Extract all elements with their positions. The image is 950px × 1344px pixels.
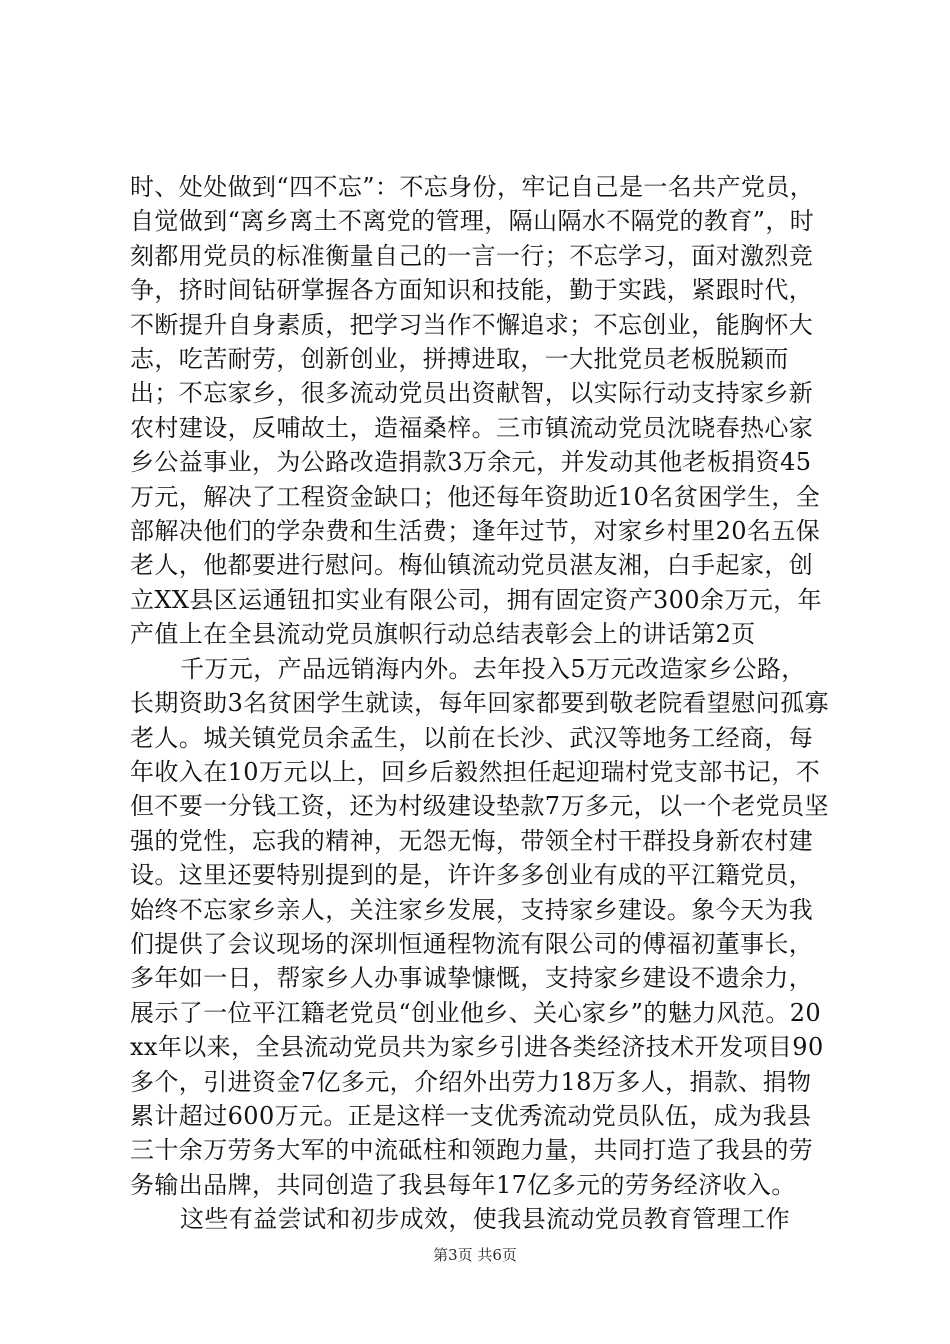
paragraph-2: 千万元，产品远销海内外。去年投入5万元改造家乡公路，长期资助3名贫困学生就读，每年回家都要到敬老院看望慰问孤寡老人。城关镇党员余孟生，以前在长沙、武汉等地务工经商，每年收入在10万元以上，回乡后毅然担任起迎瑞村党支部书记，不但不要一分钱工资，还为村级建设垫款7万多元，以一个老党员坚强的党性，忘我的精神，无怨无悔，带领全村干群投身新农村建设。这里还要特别提到的是，许许多多创业有成的平江籍党员，始终不忘家乡亲人，关注家乡发展，支持家乡建设。象今天为我们提供了会议现场的深圳恒通程物流有限公司的傅福初董事长，多年如一日，帮家乡人办事诚挚慷慨，支持家乡建设不遗余力，展示了一位平江籍老党员“创业他乡、关心家乡”的魅力风范。20xx年以来，全县流动党员共为家乡引进各类经济技术开发项目90多个，引进资金7亿多元，介绍外出劳力18万多人，捐款、捐物累计超过600万元。正是这样一支优秀流动党员队伍，成为我县三十余万劳务大军的中流砥柱和领跑力量，共同打造了我县的劳务输出品牌，共同创造了我县每年17亿多元的劳务经济收入。: [130, 654, 829, 1199]
paragraph-3: 这些有益尝试和初步成效，使我县流动党员教育管理工作: [180, 1205, 790, 1234]
document-body: [130, 170, 830, 1237]
paragraph-1: 时、处处做到“四不忘”：不忘身份，牢记自己是一名共产党员，自觉做到“离乡离土不离党的管理，隔山隔水不隔党的教育”，时刻都用党员的标准衡量自己的一言一行；不忘学习，面对激烈竞争，挤时间钻研掌握各方面知识和技能，勤于实践，紧跟时代，不断提升自身素质，把学习当作不懈追求；不忘创业，能胸怀大志，吃苦耐劳，创新创业，拼搏进取，一大批党员老板脱颖而出；不忘家乡，很多流动党员出资献智，以实际行动支持家乡新农村建设，反哺故土，造福桑梓。三市镇流动党员沈晓春热心家乡公益事业，为公路改造捐款3万余元，并发动其他老板捐资45万元，解决了工程资金缺口；他还每年资助近10名贫困学生，全部解决他们的学杂费和生活费；逢年过节，对家乡村里20名五保老人，他都要进行慰问。梅仙镇流动党员湛友湘，白手起家，创立XX县区运通钮扣实业有限公司，拥有固定资产300余万元，年产值上在全县流动党员旗帜行动总结表彰会上的讲话第2页: [130, 173, 822, 649]
page-number: 第3页 共6页: [433, 1246, 517, 1264]
page-footer: [0, 1244, 950, 1265]
